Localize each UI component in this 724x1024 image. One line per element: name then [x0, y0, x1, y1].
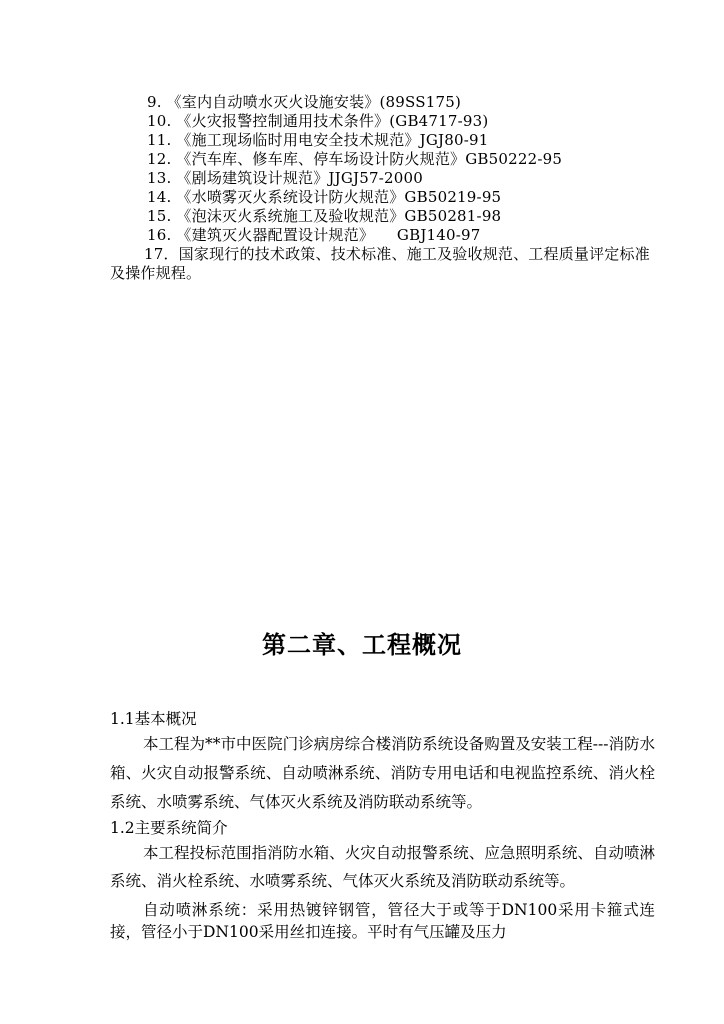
section-paragraph-1-2: 本工程投标范围指消防水箱、火灾自动报警系统、应急照明系统、自动喷淋系统、消火栓系统、水喷雾系统、气体灭火系统及消防联动系统等。 [110, 844, 655, 890]
section-heading-1-2: 1.2主要系统简介 [110, 819, 228, 837]
reference-item: 13. 《剧场建筑设计规范》JJGJ57-2000 [147, 169, 423, 187]
section-heading-1-1: 1.1基本概况 [110, 710, 197, 728]
reference-item: 11. 《施工现场临时用电安全技术规范》JGJ80-91 [147, 131, 489, 149]
reference-item-17: 17．国家现行的技术政策、技术标准、施工及验收规范、工程质量评定标准及操作规程。 [110, 245, 650, 282]
section-paragraph-1-1: 本工程为**市中医院门诊病房综合楼消防系统设备购置及安装工程---消防水箱、火灾自动报警系统、自动喷淋系统、消防专用电话和电视监控系统、消火栓系统、水喷雾系统、气体灭火系统及消防联动系统等。 [110, 735, 655, 811]
chapter-title: 第二章、工程概况 [262, 631, 462, 659]
reference-item: 12. 《汽车库、修车库、停车场设计防火规范》GB50222-95 [147, 150, 563, 168]
reference-item: 10. 《火灾报警控制通用技术条件》(GB4717-93) [147, 112, 489, 130]
section-paragraph-sprinkler: 自动喷淋系统：采用热镀锌钢管，管径大于或等于DN100采用卡箍式连接，管径小于DN100采用丝扣连接。平时有气压罐及压力 [110, 901, 655, 941]
reference-item: 14. 《水喷雾灭火系统设计防火规范》GB50219-95 [147, 188, 502, 206]
reference-item: 16. 《建筑灭火器配置设计规范》 GBJ140-97 [147, 226, 481, 244]
reference-item: 9. 《室内自动喷水灭火设施安装》(89SS175) [147, 93, 461, 111]
reference-list [110, 93, 655, 283]
chapter-body [110, 708, 655, 943]
reference-item: 15. 《泡沫灭火系统施工及验收规范》GB50281-98 [147, 207, 502, 225]
